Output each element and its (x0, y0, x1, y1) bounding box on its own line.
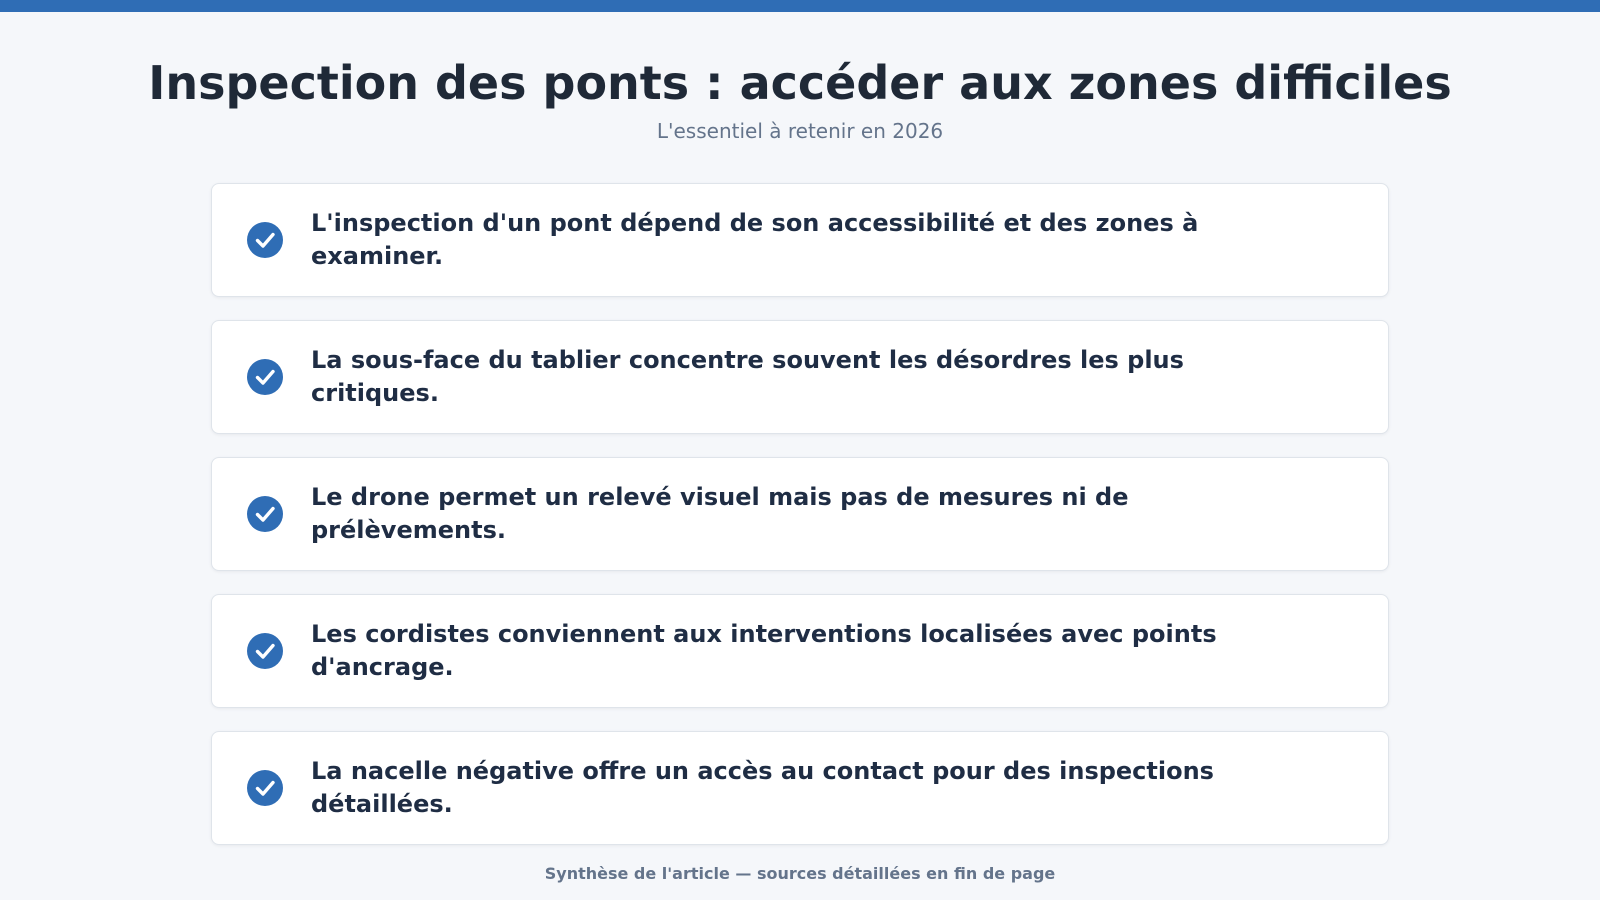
key-point-card (211, 183, 1389, 297)
check-circle-icon (247, 359, 283, 395)
top-accent-bar (0, 0, 1600, 12)
key-point-card (211, 320, 1389, 434)
check-circle-icon (247, 496, 283, 532)
key-point-card (211, 594, 1389, 708)
check-circle-icon (247, 770, 283, 806)
key-point-text: L'inspection d'un pont dépend de son accessibilité et des zones à examiner. (311, 209, 1199, 270)
key-point-text: La nacelle négative offre un accès au contact pour des inspections détaillées. (311, 757, 1214, 818)
page-title: Inspection des ponts : accéder aux zones difficiles (148, 56, 1452, 110)
key-point-text: Les cordistes conviennent aux interventions localisées avec points d'ancrage. (311, 620, 1217, 681)
page-subtitle: L'essentiel à retenir en 2026 (656, 119, 944, 143)
key-point-card (211, 457, 1389, 571)
check-circle-icon (247, 633, 283, 669)
key-point-text: La sous-face du tablier concentre souvent les désordres les plus critiques. (311, 346, 1184, 407)
key-point-card (211, 731, 1389, 845)
key-point-text: Le drone permet un relevé visuel mais pas de mesures ni de prélèvements. (311, 483, 1129, 544)
key-points-list (211, 183, 1389, 868)
footer-note: Synthèse de l'article — sources détaillées en fin de page (544, 864, 1056, 883)
check-circle-icon (247, 222, 283, 258)
